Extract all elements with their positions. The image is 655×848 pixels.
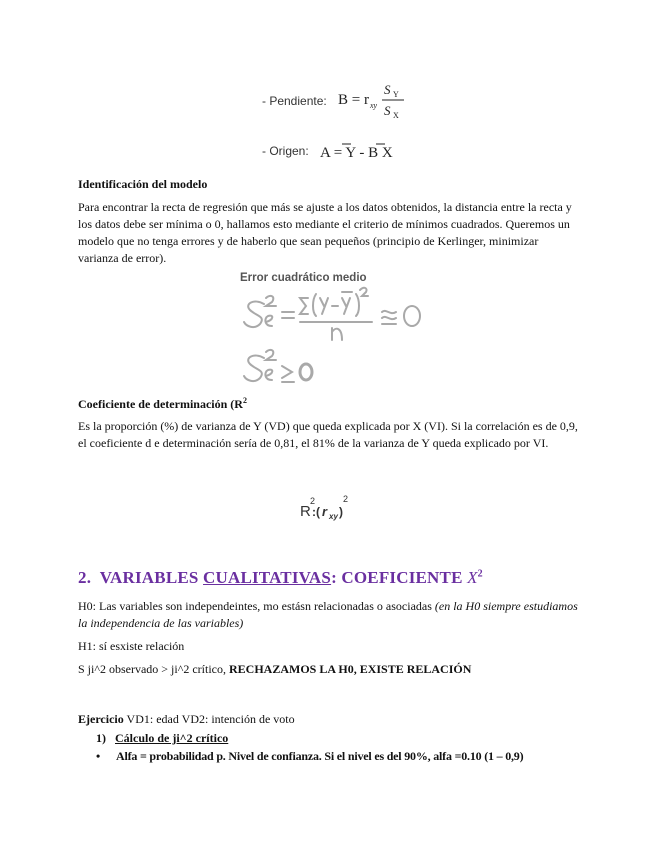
ejercicio-paragraph <box>78 711 295 728</box>
svg-text:X: X <box>393 111 399 120</box>
origen-label: - Origen: <box>262 144 309 158</box>
rule-bold: RECHAZAMOS LA H0, EXISTE RELACIÓN <box>229 662 472 676</box>
coeficiente-heading-text: Coeficiente de determinación (R <box>78 397 243 411</box>
section-number: 2. <box>78 568 92 587</box>
section-title-x: X <box>467 568 478 587</box>
step-1-bullet <box>96 749 523 764</box>
rule-text: S ji^2 observado > ji^2 crítico, <box>78 662 230 676</box>
svg-text:Y: Y <box>393 90 399 99</box>
section-title-b: CUALITATIVAS <box>203 568 332 587</box>
svg-text:): ) <box>339 505 343 519</box>
svg-text:xy: xy <box>370 101 378 110</box>
svg-text:2: 2 <box>310 496 316 506</box>
svg-text:S: S <box>384 103 391 118</box>
svg-text:A = Y - B X: A = Y - B X <box>320 145 393 161</box>
step-1-number: 1) <box>96 731 106 745</box>
h1-paragraph: H1: sí esxiste relación <box>78 639 185 653</box>
identificacion-heading: Identificación del modelo <box>78 177 208 191</box>
svg-text:xy: xy <box>329 512 338 521</box>
coeficiente-heading <box>78 396 247 412</box>
rule-paragraph <box>78 661 471 678</box>
step-1 <box>96 731 228 746</box>
error-handwritten-formula <box>236 286 436 390</box>
step-1-label: Cálculo de ji^2 crítico <box>115 731 229 745</box>
ejercicio-bold: Ejercicio <box>78 712 124 726</box>
svg-text:R: R <box>300 503 311 520</box>
coeficiente-heading-sup: 2 <box>242 396 247 405</box>
h0-italic: (en la H0 siempre estudiamos la independencia de las variables) <box>78 599 578 630</box>
section-2-title <box>78 568 483 588</box>
error-caption: Error cuadrático medio <box>240 272 367 284</box>
svg-text:B = r: B = r <box>338 92 369 108</box>
ejercicio-text: VD1: edad VD2: intención de voto <box>123 712 295 726</box>
coeficiente-paragraph: Es la proporción (%) de varianza de Y (VD) que queda explicada por X (VI). Si la correlación es de 0,9, el coeficiente d e determinación sería de 0,81, el 81% de la varianza de Y queda explicado por VI. <box>78 419 578 450</box>
svg-text:S: S <box>384 82 391 97</box>
r-squared-formula-image <box>298 492 358 524</box>
svg-text:r: r <box>322 504 328 519</box>
pendiente-formula <box>262 78 422 128</box>
bullet-text: Alfa = probabilidad p. Nivel de confianza. Si el nivel es del 90%, alfa =0.10 (1 – 0,9) <box>116 749 524 763</box>
svg-text:2: 2 <box>343 494 349 504</box>
bullet-dot: • <box>96 749 101 763</box>
error-cuadratico-image <box>236 272 436 390</box>
identificacion-paragraph: Para encontrar la recta de regresión que más se ajuste a los datos obtenidos, la distancia entre la recta y los datos debe ser mínima o 0, hallamos esto mediante el criterio de mínimos cuadrados. Queremos un modelo que no tenga errores y de haberlo que sean pequeños (principio de Kerlinger, minimizar varianza de error). <box>78 200 572 265</box>
svg-text::(: :( <box>312 505 320 519</box>
origen-formula <box>262 140 422 164</box>
section-title-a: VARIABLES <box>99 568 199 587</box>
h0-text: H0: Las variables son independeintes, mo estásn relacionadas o asociadas <box>78 599 435 613</box>
pendiente-label: - Pendiente: <box>262 94 327 108</box>
section-title-sup: 2 <box>477 568 483 580</box>
h0-paragraph <box>78 598 578 632</box>
pendiente-equation-image <box>338 78 418 124</box>
origen-equation-image <box>320 140 400 162</box>
section-title-c: : COEFICIENTE <box>331 568 463 587</box>
